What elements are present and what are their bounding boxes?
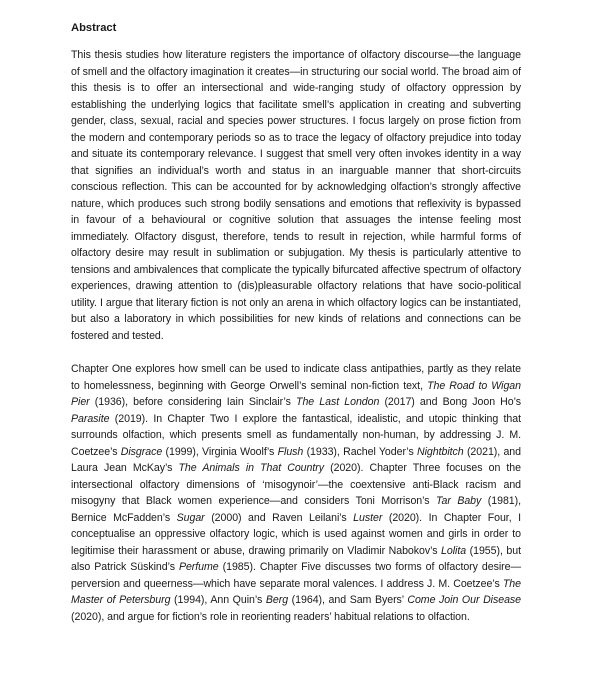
work-title: Disgrace (120, 445, 163, 458)
text-run: (1994), Ann Quin’s (170, 594, 266, 606)
work-title: Flush (277, 445, 304, 458)
work-title: The Last London (296, 396, 380, 408)
text-run: (2021), and Laura Jean McKay’s (71, 445, 521, 474)
work-title: Tar Baby (436, 495, 482, 507)
work-title: Perfume (178, 561, 219, 573)
text-run: (2000) and Raven Leilani’s (204, 511, 354, 524)
text-run: (1936), before considering Iain Sinclair’s (89, 396, 297, 408)
document-page (71, 20, 521, 625)
text-run: (2019). In Chapter Two I explore the fantastical, idealistic, and utopic thinking that surrounds olfaction, which presents smell as fundamentally non-human, by addressing J. M. Coetzee’s (71, 412, 521, 458)
text-run: This thesis studies how literature registers the importance of olfactory discourse—the language of smell and the olfactory imagination it creates—in structuring our social world. The broad aim of this thesis is to offer an intersectional and wide-ranging study of olfactory oppression by establishing the underlying logics that facilitate smell’s application in creating and subverting gender, class, sexual, racial and species power structures. I focus largely on prose fiction from the modern and contemporary periods so as to trace the legacy of olfactory prejudice into today and situate its contemporary relevance. I suggest that smell very often invokes identity in a way that signifies an individual’s worth and status in an inarguable manner that short-circuits conscious reflection. This can be accounted for by acknowledging olfaction’s strongly affective nature, which produces such strong bodily sensations and emotions that reflexivity is bypassed in favour of a behavioural or cognitive solution that assuages the intense feeling most immediately. Olfactory disgust, therefore, tends to result in rejection, while harmful forms of olfactory desire may result in sublimation or subjugation. My thesis is particularly attentive to tensions and ambivalences that complicate the typically bifurcated affective spectrum of olfactory experiences, drawing attention to (dis)pleasurable olfactory relations that have socio-political utility. I argue that literary fiction is not only an arena in which olfactory logics can be instantiated, but also a laboratory in which possibilities for new kinds of relations and connections can be fostered and tested. (71, 49, 521, 342)
abstract-paragraph (71, 47, 521, 344)
section-heading: Abstract (71, 22, 117, 34)
text-run: (1999), Virginia Woolf’s (162, 445, 278, 458)
abstract-body (71, 47, 521, 625)
work-title: The Master of Petersburg (71, 577, 521, 606)
work-title: The Road to Wigan Pier (71, 379, 521, 408)
text-run: (1964), and Sam Byers’ (288, 594, 408, 606)
text-run: Chapter One explores how smell can be used to indicate class antipathies, partly as they relate to homelessness, beginning with George Orwell’s seminal non-fiction text, (71, 363, 521, 392)
text-run: (1981), Bernice McFadden’s (71, 495, 522, 524)
work-title: Luster (353, 511, 383, 524)
work-title: Sugar (176, 511, 205, 524)
work-title: Nightbitch (417, 445, 464, 458)
text-run: (2020). Chapter Three focuses on the intersectional olfactory dimensions of ‘misogynoir’—the coextensive anti-Black racism and misogyny that Black women experience—and considers Toni Morrison’s (71, 462, 521, 507)
work-title: Berg (265, 594, 289, 606)
text-run: (2020). In Chapter Four, I conceptualise an oppressive olfactory logic, which is used against women and girls in order to legitimise their harassment or abuse, drawing primarily on Vladimir Nabokov’s (71, 511, 522, 557)
work-title: Parasite (71, 412, 110, 425)
text-run: (1933), Rachel Yoder’s (303, 445, 418, 458)
work-title: Come Join Our Disease (407, 594, 522, 606)
text-run: (1955), but also Patrick Süskind’s (71, 544, 521, 573)
work-title: Lolita (441, 544, 467, 557)
text-run: (2017) and Bong Joon Ho’s (379, 396, 521, 408)
text-run: (2020), and argue for fiction’s role in reorienting readers’ habitual relations to olfaction. (71, 610, 470, 623)
abstract-paragraph (71, 361, 521, 625)
work-title: The Animals in That Country (178, 462, 324, 474)
text-run: (1985). Chapter Five discusses two forms of olfactory desire—perversion and queerness—which have separate moral valences. I address J. M. Coetzee’s (71, 561, 522, 590)
